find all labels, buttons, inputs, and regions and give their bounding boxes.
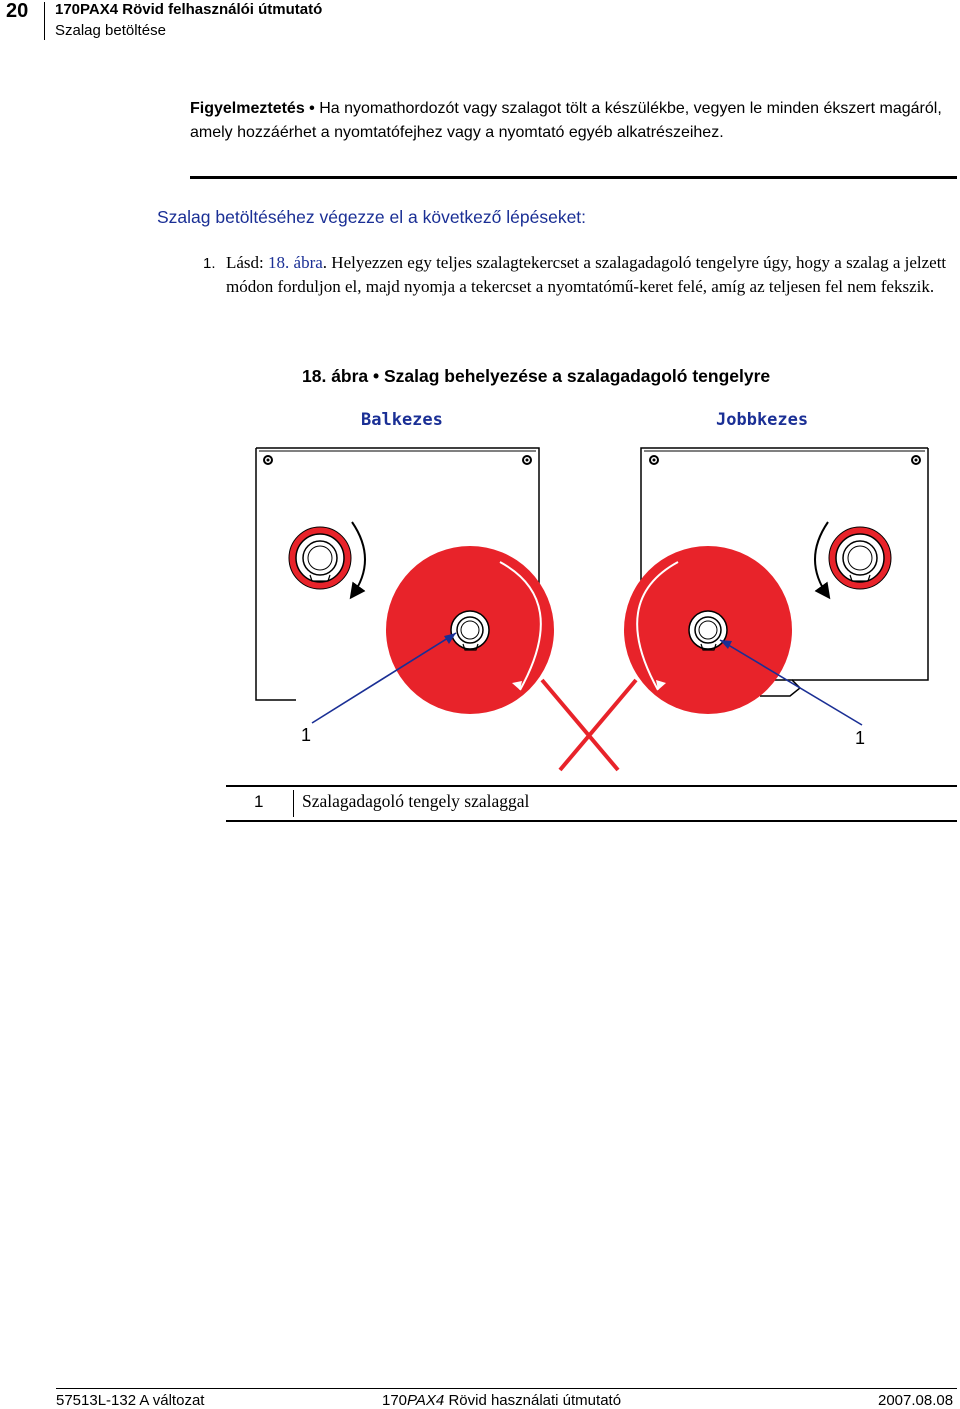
document-title: 170PAX4 Rövid felhasználói útmutató bbox=[55, 1, 323, 18]
footer-revision: 57513L-132 A változat bbox=[56, 1392, 205, 1409]
callout-number-right: 1 bbox=[855, 728, 866, 748]
left-take-up-hub bbox=[289, 527, 351, 589]
right-ribbon-roll bbox=[560, 546, 792, 770]
step-body: . Helyezzen egy teljes szalagtekercset a szalagadagoló tengelyre úgy, hogy a szalag a jelzett módon forduljon el, majd nyomja a tekercset a nyomtatómű-keret felé, amíg az teljesen fel nem fekszik. bbox=[226, 253, 947, 296]
warning-label: Figyelmeztetés bbox=[190, 100, 305, 117]
right-hand-assembly bbox=[560, 448, 928, 770]
footer-guide-prefix: 170 bbox=[382, 1392, 408, 1409]
figure-link[interactable]: 18. ábra bbox=[268, 253, 323, 272]
legend-divider bbox=[293, 790, 294, 817]
footer-date: 2007.08.08 bbox=[878, 1392, 954, 1409]
footer-guide-suffix: Rövid használati útmutató bbox=[444, 1392, 622, 1409]
callout-number-left: 1 bbox=[301, 725, 312, 745]
left-hand-label: Balkezes bbox=[361, 410, 443, 430]
warning-text: Ha nyomathordozót vagy szalagot tölt a készülékbe, vegyen le minden ékszert magáról, amely hozzáérhet a nyomtatófejhez vagy a nyomtató egyéb alkatrészeihez. bbox=[190, 100, 942, 141]
step-number: 1. bbox=[203, 255, 216, 272]
procedure-heading: Szalag betöltéséhez végezze el a következő lépéseket: bbox=[157, 207, 587, 227]
footer-guide-title bbox=[382, 1392, 621, 1409]
page-number: 20 bbox=[6, 0, 29, 22]
footer-guide-model: PAX4 bbox=[407, 1392, 445, 1409]
legend-number: 1 bbox=[254, 792, 264, 811]
legend-text: Szalagadagoló tengely szalaggal bbox=[302, 791, 530, 811]
figure-caption: 18. ábra • Szalag behelyezése a szalagadagoló tengelyre bbox=[302, 366, 771, 386]
left-ribbon-roll bbox=[386, 546, 618, 770]
footer-rule bbox=[56, 1388, 957, 1389]
step-prefix: Lásd: bbox=[226, 253, 269, 272]
left-hand-assembly bbox=[256, 448, 618, 770]
section-title: Szalag betöltése bbox=[55, 22, 166, 39]
warning-bullet: • bbox=[304, 100, 320, 117]
right-rotation-arrow-icon bbox=[815, 522, 828, 596]
figure-legend bbox=[226, 785, 957, 822]
left-rotation-arrow-icon bbox=[352, 522, 365, 596]
right-take-up-hub bbox=[829, 527, 891, 589]
right-hand-label: Jobbkezes bbox=[716, 410, 809, 430]
